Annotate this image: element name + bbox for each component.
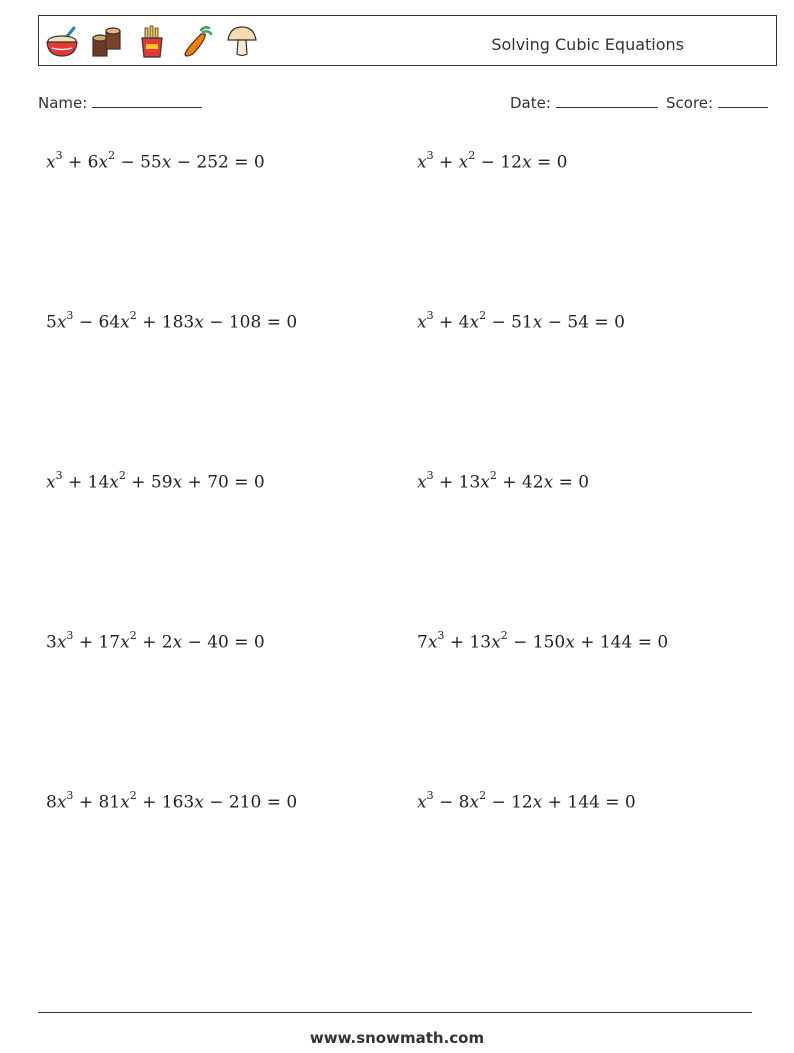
- problem-4: $x^3 + 4x^2 - 51x - 54 = 0$: [417, 309, 625, 333]
- problem-8: $7x^3 + 13x^2 - 150x + 144 = 0$: [417, 629, 669, 653]
- footer-divider: [38, 1012, 752, 1013]
- problem-6: $x^3 + 13x^2 + 42x = 0$: [417, 469, 590, 493]
- problem-7: $3x^3 + 17x^2 + 2x - 40 = 0$: [46, 629, 265, 653]
- name-label: Name:: [38, 94, 88, 112]
- problem-9: $8x^3 + 81x^2 + 163x - 210 = 0$: [46, 789, 298, 813]
- worksheet-title: Solving Cubic Equations: [491, 35, 684, 54]
- problem-2: $x^3 + x^2 - 12x = 0$: [417, 149, 568, 173]
- carrot-icon: [179, 24, 215, 60]
- log-roll-icon: [89, 24, 125, 60]
- date-field[interactable]: [510, 93, 658, 112]
- worksheet-header: [38, 15, 777, 66]
- mushroom-icon: [224, 24, 260, 60]
- french-fries-icon: [134, 24, 170, 60]
- date-label: Date:: [510, 94, 551, 112]
- problem-10: $x^3 - 8x^2 - 12x + 144 = 0$: [417, 789, 636, 813]
- score-label: Score:: [666, 94, 714, 112]
- rice-bowl-icon: [44, 24, 80, 60]
- name-blank[interactable]: [92, 93, 202, 108]
- name-field[interactable]: [38, 93, 202, 112]
- score-field[interactable]: [666, 93, 768, 112]
- problem-1: $x^3 + 6x^2 - 55x - 252 = 0$: [46, 149, 265, 173]
- footer-site[interactable]: www.snowmath.com: [309, 1029, 485, 1047]
- date-blank[interactable]: [556, 93, 658, 108]
- problem-3: $5x^3 - 64x^2 + 183x - 108 = 0$: [46, 309, 298, 333]
- score-blank[interactable]: [718, 93, 768, 108]
- problem-5: $x^3 + 14x^2 + 59x + 70 = 0$: [46, 469, 265, 493]
